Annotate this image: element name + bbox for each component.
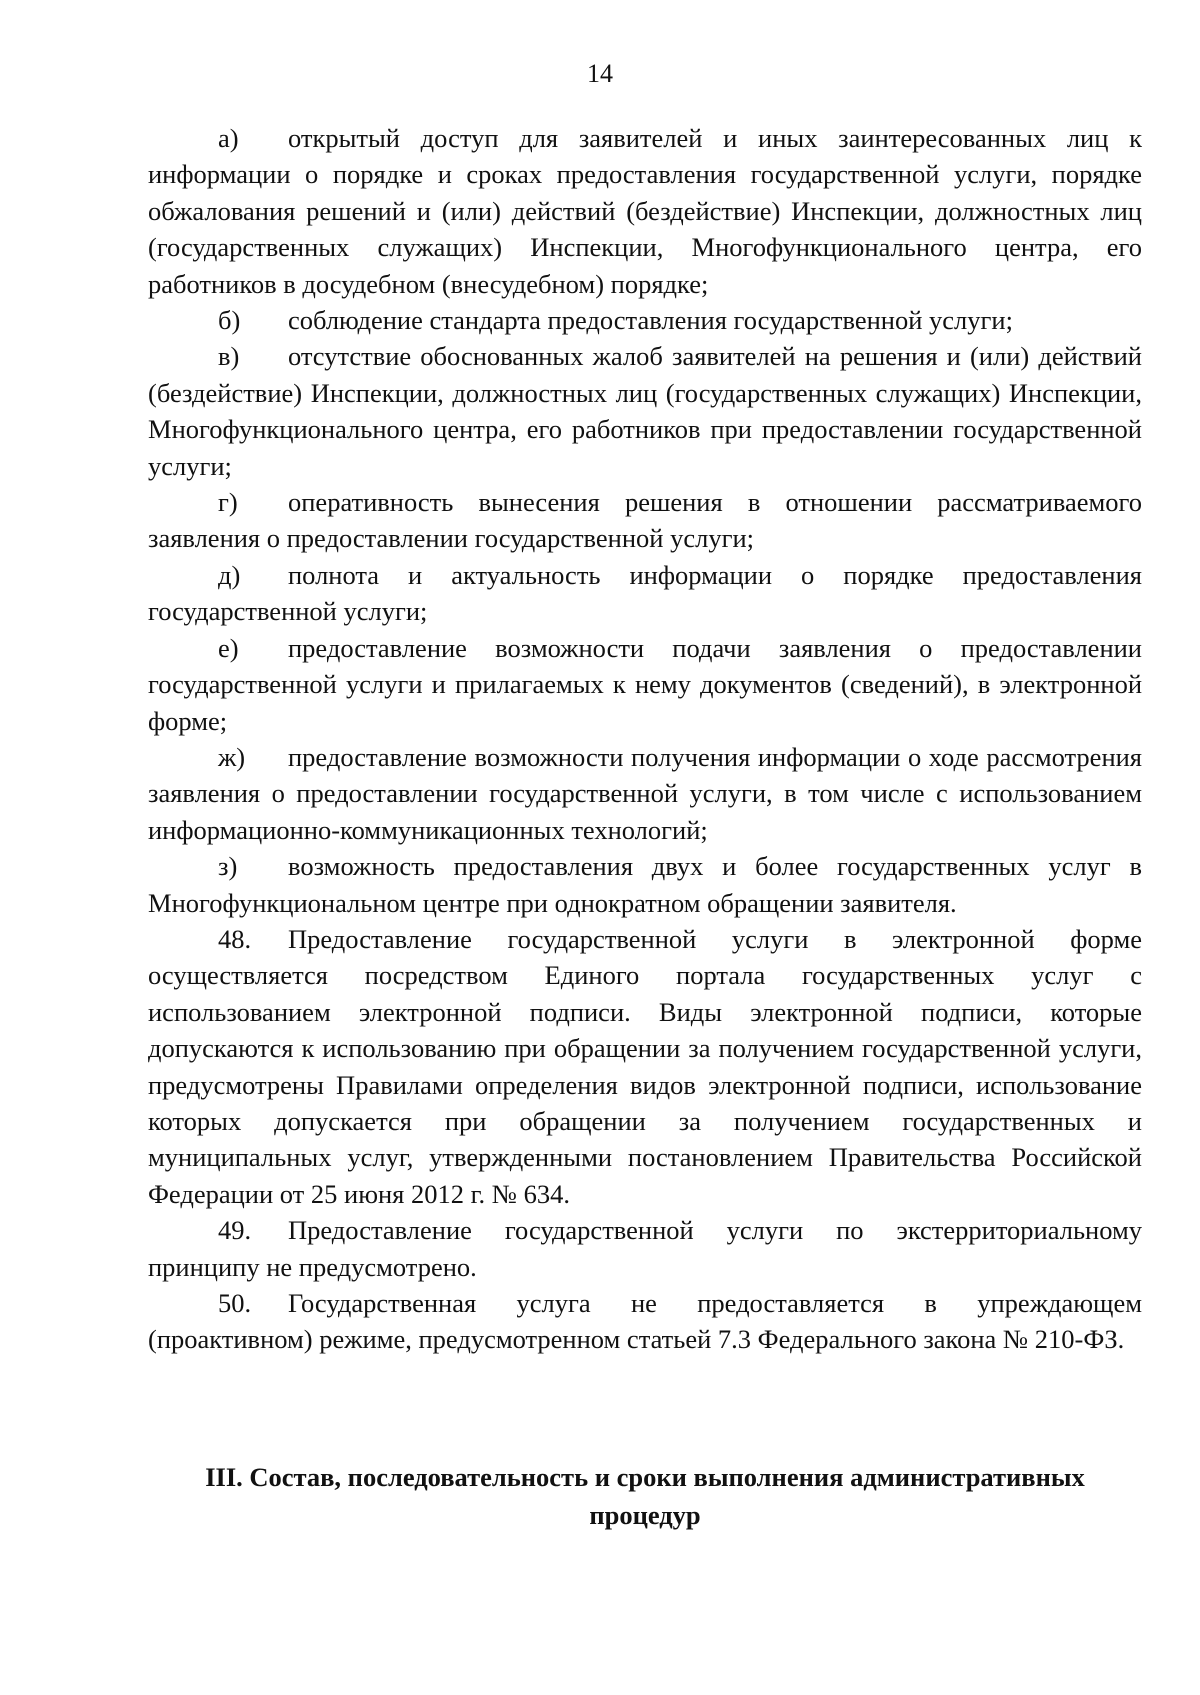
item-marker: е) — [218, 632, 239, 663]
list-item-e — [148, 630, 1142, 739]
item-marker: б) — [218, 305, 241, 336]
item-marker: д) — [218, 559, 241, 590]
list-item-d — [148, 557, 1142, 630]
section-heading: III. Состав, последовательность и сроки выполнения административных процедур — [205, 1462, 1085, 1530]
item-marker: з) — [218, 851, 238, 882]
paragraph-50 — [148, 1285, 1142, 1358]
item-text: предоставление возможности получения информации о ходе рассмотрения заявления о предоставлении государственной услуги, в том числе с использованием информационно-коммуникационных технологий; — [148, 741, 1142, 845]
item-text: полнота и актуальность информации о порядке предоставления государственной услуги; — [148, 559, 1142, 627]
list-item-b — [148, 302, 1142, 338]
paragraph-text: Предоставление государственной услуги по экстерриториальному принципу не предусмотрено. — [148, 1215, 1142, 1282]
document-body — [148, 120, 1142, 1358]
list-item-z — [148, 848, 1142, 921]
item-marker: г) — [218, 487, 238, 518]
item-marker: а) — [218, 123, 239, 153]
paragraph-48 — [148, 921, 1142, 1212]
item-text: соблюдение стандарта предоставления государственной услуги; — [288, 305, 1013, 336]
list-item-zh — [148, 739, 1142, 848]
list-item-v — [148, 338, 1142, 484]
paragraph-number: 49. — [218, 1215, 252, 1246]
item-text: отсутствие обоснованных жалоб заявителей на решения и (или) действий (бездействие) Инспекции, должностных лиц (государственных служащих) Инспекции, Многофункционального центра, его работников при предоставлении государственной услуги; — [148, 341, 1142, 481]
item-marker: в) — [218, 341, 240, 372]
item-text: возможность предоставления двух и более государственных услуг в Многофункциональном центре при однократном обращении заявителя. — [148, 851, 1142, 918]
item-marker: ж) — [218, 741, 246, 772]
item-text: предоставление возможности подачи заявления о предоставлении государственной услуги и прилагаемых к нему документов (сведений), в электронной форме; — [148, 632, 1142, 736]
list-item-a — [148, 120, 1142, 302]
list-item-g — [148, 484, 1142, 557]
paragraph-text: Предоставление государственной услуги в электронной форме осуществляется посредством Единого портала государственных услуг с использованием электронной подписи. Виды электронной подписи, которые допускаются к использованию при обращении за получением государственной услуги, предусмотрены Правилами определения видов электронной подписи, использование которых допускается при обращении за получением государственных и муниципальных услуг, утвержденными постановлением Правительства Российской Федерации от 25 июня 2012 г. № 634. — [148, 923, 1142, 1209]
paragraph-text: Государственная услуга не предоставляется в упреждающем (проактивном) режиме, предусмотренном статьей 7.3 Федерального закона № 210-ФЗ. — [148, 1288, 1142, 1355]
paragraph-49 — [148, 1212, 1142, 1285]
paragraph-number: 48. — [218, 923, 252, 954]
page-number: 14 — [587, 59, 613, 88]
paragraph-number: 50. — [218, 1288, 252, 1318]
item-text: оперативность вынесения решения в отношении рассматриваемого заявления о предоставлении государственной услуги; — [148, 487, 1142, 554]
item-text: открытый доступ для заявителей и иных заинтересованных лиц к информации о порядке и сроках предоставления государственной услуги, порядке обжалования решений и (или) действий (бездействие) Инспекции, должностных лиц (государственных служащих) Инспекции, Многофункционального центра, его работников в досудебном (внесудебном) порядке; — [148, 123, 1142, 299]
